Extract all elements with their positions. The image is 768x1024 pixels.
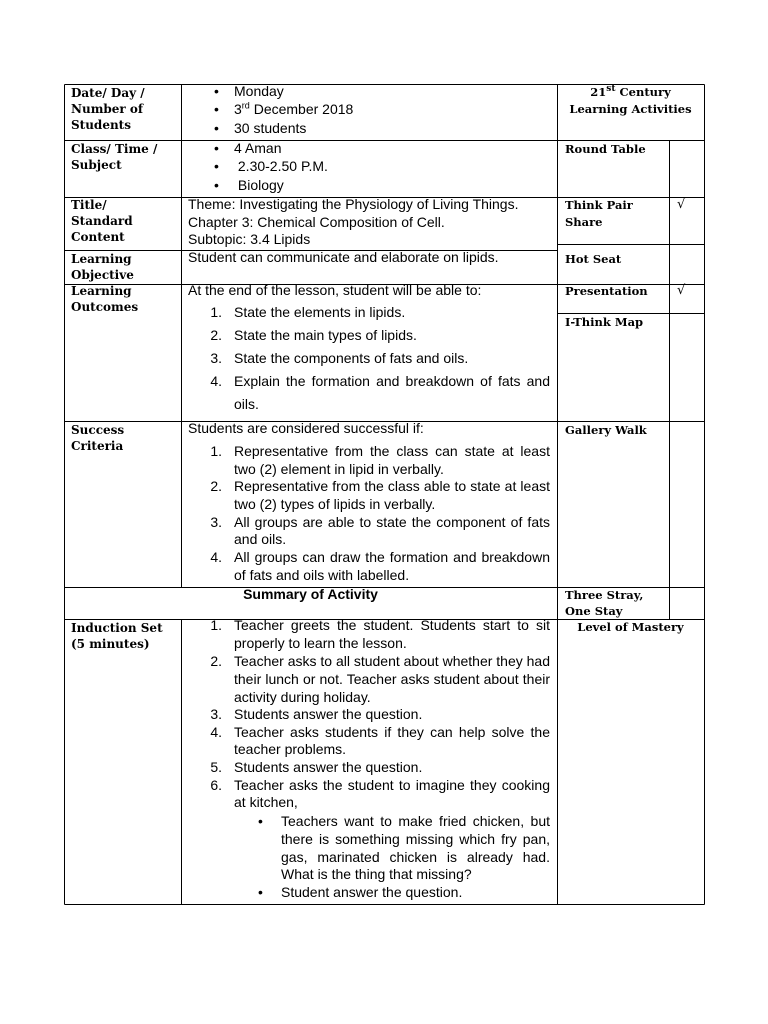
induction-sub-line: Teachers want to make fried chicken, but <box>281 813 550 829</box>
induction-line: Students answer the question. <box>234 759 423 775</box>
activity-hot-seat: Hot Seat <box>565 252 622 266</box>
induction-sub-line: there is something missing which fry pan, <box>281 831 550 847</box>
list-number: 5. <box>210 759 222 775</box>
outcome-item: State the components of fats and oils. <box>234 350 469 366</box>
induction-label: Induction Set (5 minutes) <box>71 621 163 651</box>
induction-line: activity during holiday. <box>234 689 371 705</box>
criteria-line: two (2) element in lipid in verbally. <box>234 461 444 477</box>
date-label: Date/ Day / Number of Students <box>71 86 145 132</box>
bullet: • <box>258 813 263 829</box>
list-number: 2. <box>210 327 222 343</box>
title-content: Theme: Investigating the Physiology of Living Things. Chapter 3: Chemical Composition of Cell. Subtopic: 3.4 Lipids <box>188 196 519 247</box>
criteria-line: Representative from the class able to state at least <box>234 478 550 494</box>
list-number: 3. <box>210 514 222 530</box>
check-mark: √ <box>677 197 686 212</box>
bullet: • <box>258 884 263 900</box>
list-number: 1. <box>210 443 222 459</box>
activity-presentation: Presentation <box>565 284 648 298</box>
induction-sub-line: Student answer the question. <box>281 884 463 900</box>
bullet: • <box>214 120 219 136</box>
bullet: • <box>214 140 219 156</box>
summary-heading: Summary of Activity <box>243 586 378 602</box>
bullet: • <box>214 158 219 174</box>
induction-sub-line: What is the thing that missing? <box>281 866 472 882</box>
bullet: • <box>214 83 219 99</box>
class-label: Class/ Time / Subject <box>71 142 158 172</box>
list-number: 4. <box>210 549 222 565</box>
outcome-item: Explain the formation and breakdown of fats and <box>234 373 550 389</box>
date-value: 3rd December 2018 <box>234 100 354 117</box>
outcome-item: State the elements in lipids. <box>234 304 406 320</box>
subject-value: Biology <box>234 177 284 193</box>
induction-sub-line: gas, marinated chicken is already had. <box>281 849 550 865</box>
bullet: • <box>214 101 219 117</box>
outcomes-label: Learning Outcomes <box>71 284 139 314</box>
criteria-line: and oils. <box>234 531 287 547</box>
list-number: 4. <box>210 373 222 389</box>
list-number: 3. <box>210 706 222 722</box>
class-value: 4 Aman <box>234 140 282 156</box>
activity-i-think-map: I-Think Map <box>565 315 644 329</box>
objective-text: Student can communicate and elaborate on lipids. <box>188 249 499 265</box>
criteria-line: All groups are able to state the component of fats <box>234 514 550 530</box>
activities-header: 21st Century Learning Activities <box>569 84 692 116</box>
induction-line: Teacher greets the student. Students start to sit <box>234 617 550 633</box>
induction-line: Teacher asks students if they can help solve the <box>234 724 550 740</box>
activity-three-stray: Three Stray, One Stay <box>565 588 644 618</box>
activity-gallery-walk: Gallery Walk <box>565 423 647 437</box>
outcomes-intro: At the end of the lesson, student will be able to: <box>188 282 482 298</box>
induction-line: Teacher asks to all student about whether they had <box>234 653 550 669</box>
induction-line: Students answer the question. <box>234 706 423 722</box>
time-value: 2.30-2.50 P.M. <box>234 158 328 174</box>
criteria-line: Representative from the class can state at least <box>234 443 550 459</box>
list-number: 1. <box>210 304 222 320</box>
list-number: 4. <box>210 724 222 740</box>
outcome-item-cont: oils. <box>234 396 259 412</box>
list-number: 3. <box>210 350 222 366</box>
criteria-line: of fats and oils with labelled. <box>234 567 410 583</box>
criteria-line: two (2) types of lipids in verbally. <box>234 496 436 512</box>
induction-line: at kitchen, <box>234 794 298 810</box>
induction-line: properly to learn the lesson. <box>234 635 407 651</box>
induction-line: their lunch or not. Teacher asks student about their <box>234 671 550 687</box>
day-value: Monday <box>234 83 284 99</box>
activity-think-pair-share: Think Pair Share <box>565 198 633 229</box>
outcome-item: State the main types of lipids. <box>234 327 417 343</box>
induction-line: teacher problems. <box>234 741 347 757</box>
level-of-mastery: Level of Mastery <box>577 620 684 634</box>
objective-label: Learning Objective <box>71 252 134 282</box>
criteria-line: All groups can draw the formation and breakdown <box>234 549 550 565</box>
success-label: Success Criteria <box>71 423 125 453</box>
bullet: • <box>214 177 219 193</box>
check-mark: √ <box>677 283 686 298</box>
list-number: 1. <box>210 617 222 633</box>
title-label: Title/ Standard Content <box>71 198 133 244</box>
induction-line: Teacher asks the student to imagine they cooking <box>234 777 550 793</box>
success-intro: Students are considered successful if: <box>188 420 424 436</box>
list-number: 6. <box>210 777 222 793</box>
list-number: 2. <box>210 478 222 494</box>
students-value: 30 students <box>234 120 307 136</box>
list-number: 2. <box>210 653 222 669</box>
activity-round-table: Round Table <box>565 142 646 156</box>
